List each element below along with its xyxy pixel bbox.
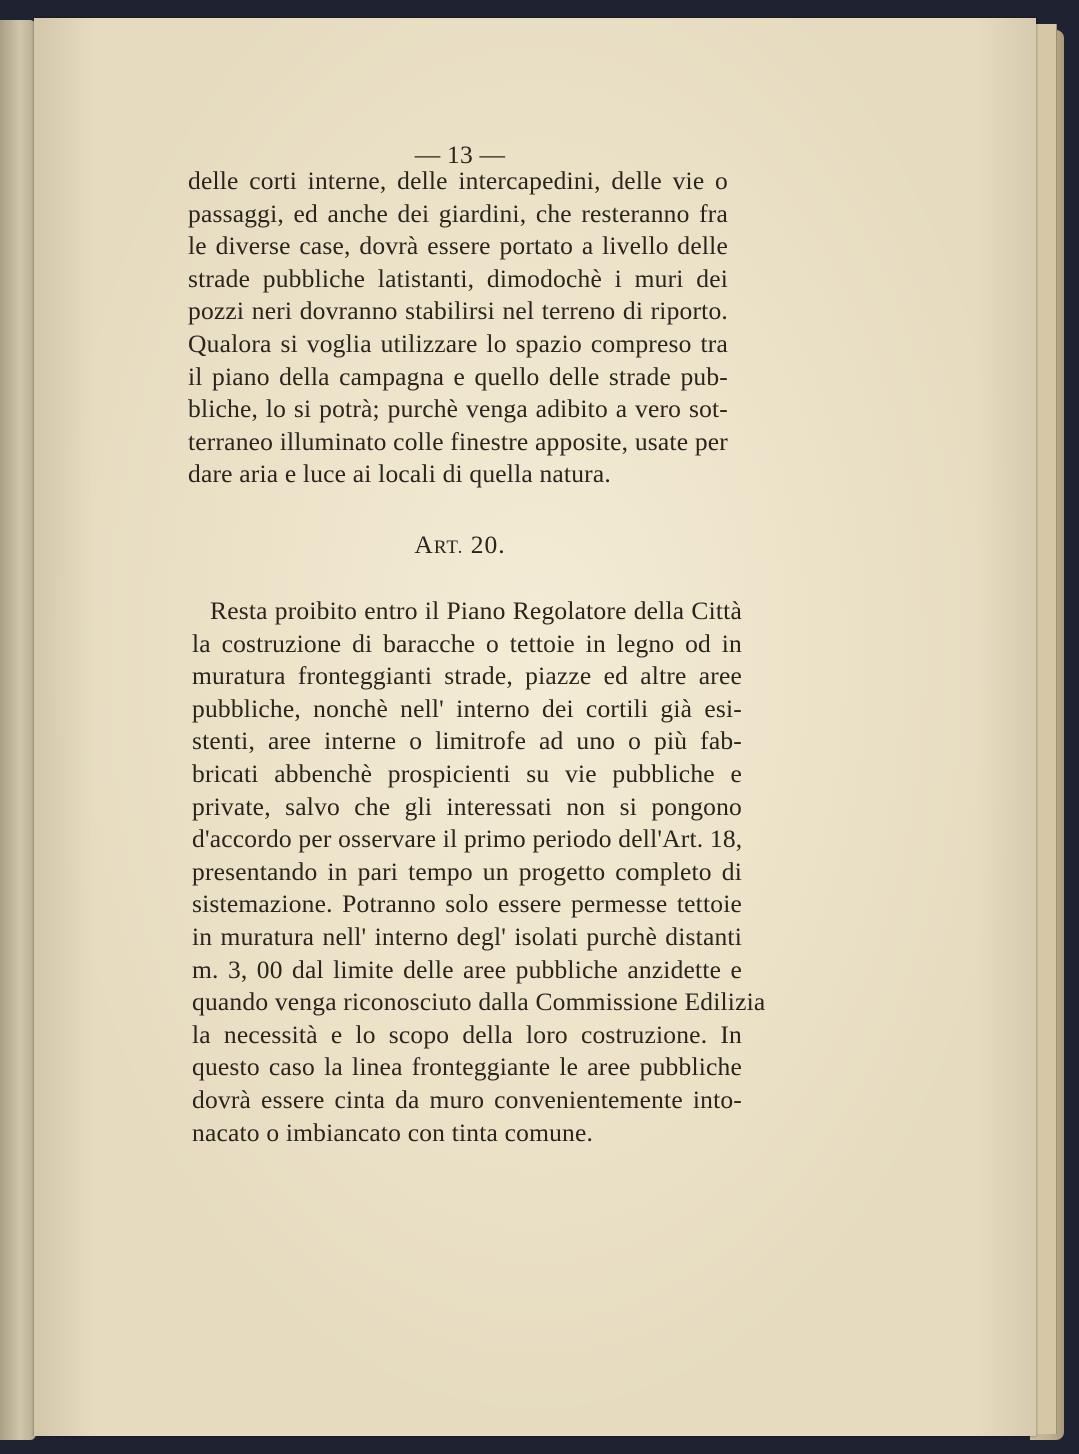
text-line: nacato o imbiancato con tinta comune. [192, 1117, 594, 1147]
text-line: passaggi, ed anche dei giardini, che resteranno fra [188, 198, 728, 228]
text-line: quando venga riconosciuto dalla Commissione Edilizia [192, 987, 766, 1017]
text-line: in muratura nell' interno degl' isolati purchè distanti [192, 921, 742, 951]
text-line: d'accordo per osservare il primo periodo dell'Art. 18, [192, 824, 743, 854]
text-line: questo caso la linea fronteggiante le aree pubbliche [192, 1052, 742, 1082]
article-prefix-small: RT. [433, 537, 464, 558]
text-line: terraneo illuminato colle finestre apposite, usate per [188, 426, 728, 456]
previous-page-edge [0, 20, 36, 1440]
page-number: — 13 — [414, 140, 506, 169]
text-line: Resta proibito entro il Piano Regolatore della Città [210, 596, 742, 625]
text-line: dovrà essere cinta da muro convenientemente into- [192, 1084, 742, 1114]
text-line: muratura fronteggianti strade, piazze ed altre aree [192, 661, 742, 691]
text-line: strade pubbliche latistanti, dimodochè i muri dei [188, 263, 728, 293]
text-line: delle corti interne, delle intercapedini, delle vie o [188, 166, 728, 195]
text-line: Qualora si voglia utilizzare lo spazio compreso tra [188, 328, 728, 358]
text-line: la necessità e lo scopo della loro costruzione. In [192, 1019, 742, 1049]
text-line: private, salvo che gli interessati non si pongono [192, 791, 742, 821]
text-line: bricati abbenchè prospicienti su vie pubbliche e [192, 758, 742, 788]
paragraph-1 [188, 165, 728, 491]
text-line: stenti, aree interne o limitrofe ad uno o più fab- [192, 726, 742, 756]
article-number: 20. [470, 530, 506, 559]
text-line: pubbliche, nonchè nell' interno dei cortili già esi- [192, 693, 742, 723]
page-stack-edge-inner [1036, 24, 1057, 1434]
text-line: il piano della campagna e quello delle strade pub- [188, 361, 728, 391]
text-line: pozzi neri dovranno stabilirsi nel terreno di riporto. [188, 296, 728, 326]
article-heading [360, 530, 560, 560]
text-line: le diverse case, dovrà essere portato a livello delle [188, 231, 728, 261]
text-line: presentando in pari tempo un progetto completo di [192, 856, 742, 886]
text-line: bliche, lo si potrà; purchè venga adibito a vero sot- [188, 394, 728, 424]
text-line: dare aria e luce ai locali di quella natura. [188, 459, 611, 489]
article-prefix: A [414, 530, 434, 559]
text-line: la costruzione di baracche o tettoie in legno od in [192, 628, 742, 658]
text-line: sistemazione. Potranno solo essere permesse tettoie [192, 889, 742, 919]
paragraph-2 [192, 595, 766, 1149]
text-line: m. 3, 00 dal limite delle aree pubbliche anzidette e [192, 954, 742, 984]
